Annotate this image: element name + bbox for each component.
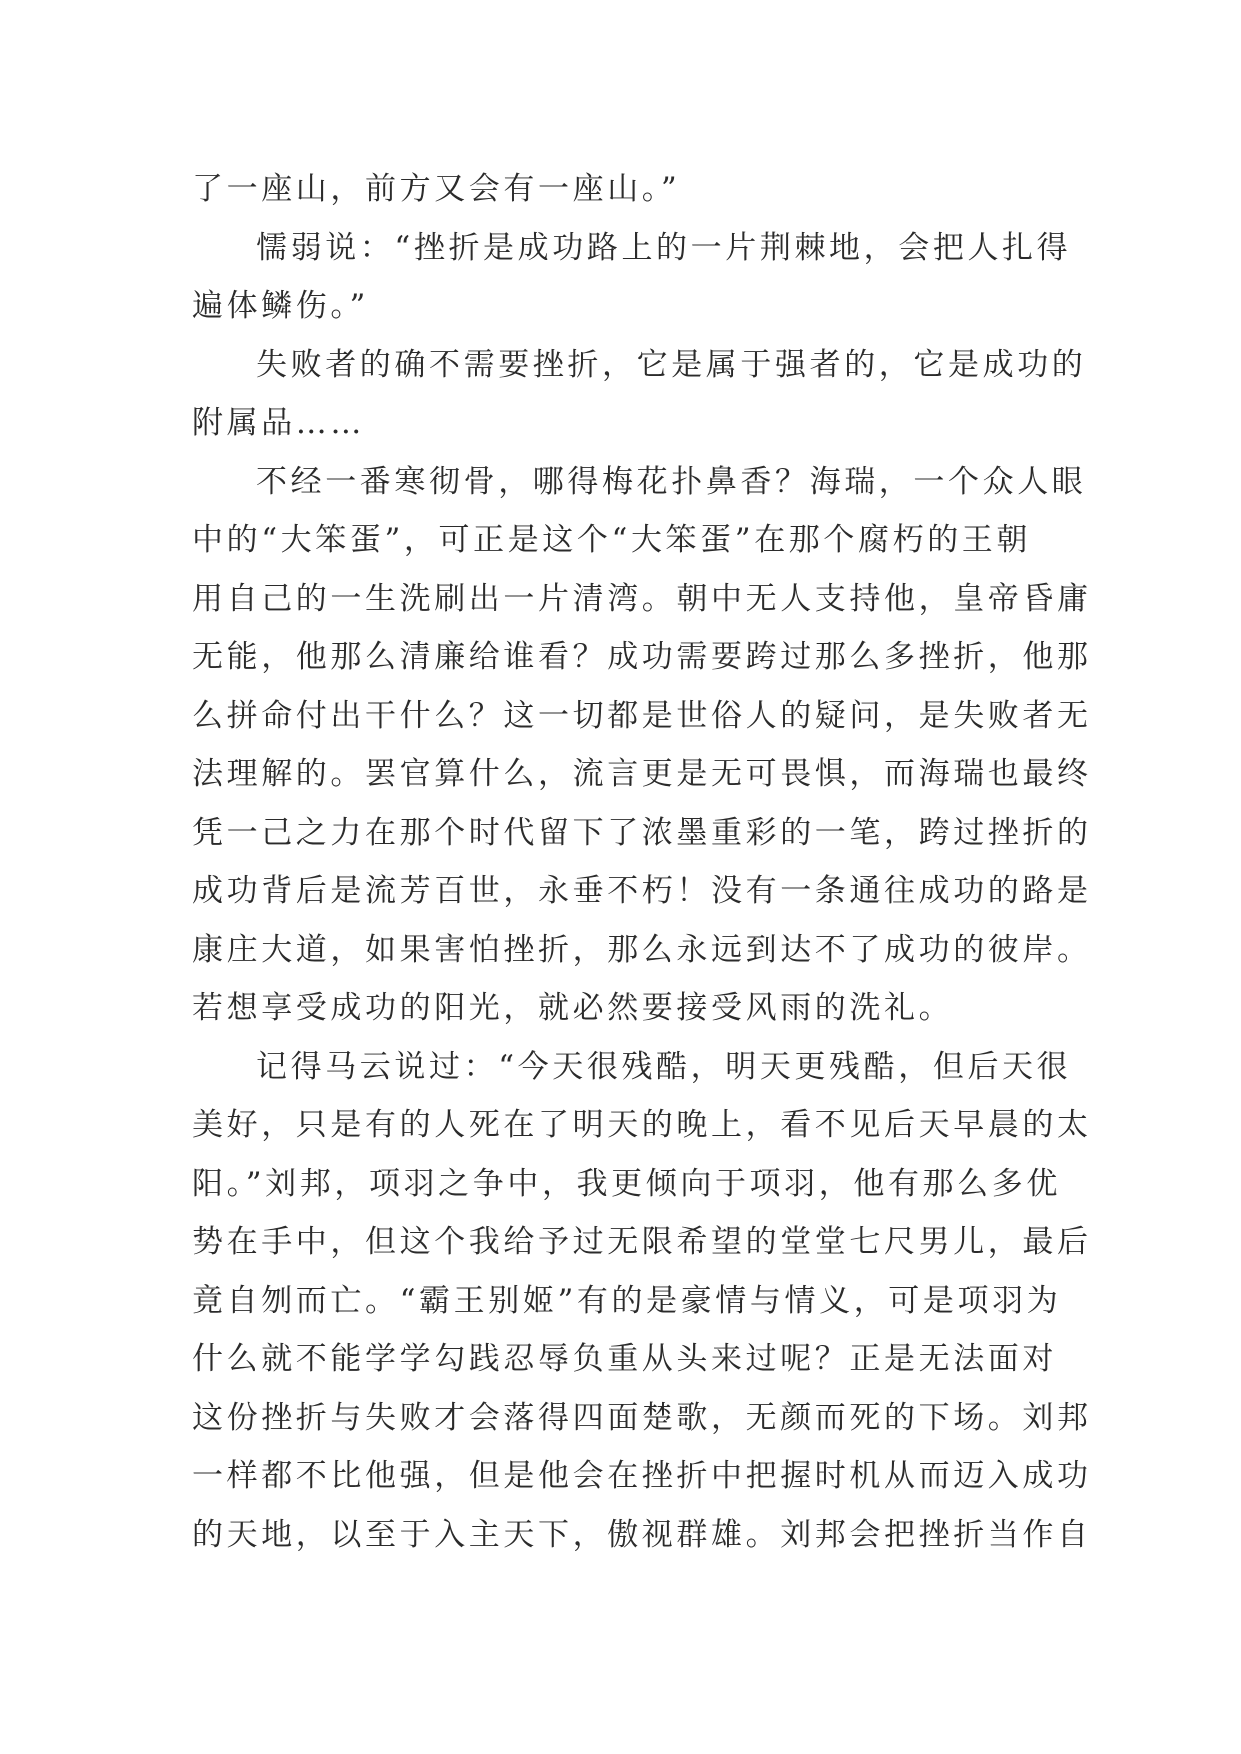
text-line: 若想享受成功的阳光，就必然要接受风雨的洗礼。 <box>192 990 954 1026</box>
text-line: 一样都不比他强，但是他会在挫折中把握时机从而迈入成功 <box>192 1458 1092 1494</box>
text-line: 的天地，以至于入主天下，傲视群雄。刘邦会把挫折当作自 <box>192 1516 1092 1553</box>
text-line: 无能，他那么清廉给谁看？成功需要跨过那么多挫折，他那 <box>192 639 1092 675</box>
text-line: 阳。”刘邦，项羽之争中，我更倾向于项羽，他有那么多优 <box>192 1165 1061 1202</box>
text-line: 不经一番寒彻骨，哪得梅花扑鼻香？海瑞，一个众人眼 <box>256 463 1087 500</box>
text-line: 懦弱说：“挫折是成功路上的一片荆棘地，会把人扎得 <box>256 229 1072 266</box>
text-line: 附属品…… <box>192 405 365 441</box>
text-line: 凭一己之力在那个时代留下了浓墨重彩的一笔，跨过挫折的 <box>192 814 1092 851</box>
text-line: 用自己的一生洗刷出一片清湾。朝中无人支持他，皇帝昏庸 <box>192 580 1092 617</box>
text-line: 么拼命付出干什么？这一切都是世俗人的疑问，是失败者无 <box>192 697 1092 734</box>
text-line: 记得马云说过：“今天很残酷，明天更残酷，但后天很 <box>256 1048 1072 1085</box>
text-line: 康庄大道，如果害怕挫折，那么永远到达不了成功的彼岸。 <box>192 931 1092 968</box>
text-line: 失败者的确不需要挫折，它是属于强者的，它是成功的 <box>256 346 1087 383</box>
text-line: 遍体鳞伤。” <box>192 288 369 324</box>
text-line: 势在手中，但这个我给予过无限希望的堂堂七尺男儿，最后 <box>192 1224 1092 1260</box>
document-body <box>192 160 1092 1564</box>
text-line: 这份挫折与失败才会落得四面楚歌，无颜而死的下场。刘邦 <box>192 1399 1092 1436</box>
text-line: 成功背后是流芳百世，永垂不朽！没有一条通往成功的路是 <box>192 873 1092 909</box>
text-line: 中的“大笨蛋”，可正是这个“大笨蛋”在那个腐朽的王朝 <box>192 522 1031 558</box>
text-line: 法理解的。罢官算什么，流言更是无可畏惧，而海瑞也最终 <box>192 756 1092 792</box>
text-line: 了一座山，前方又会有一座山。” <box>192 171 681 207</box>
text-line: 美好，只是有的人死在了明天的晚上，看不见后天早晨的太 <box>192 1107 1092 1143</box>
text-line: 什么就不能学学勾践忍辱负重从头来过呢？正是无法面对 <box>192 1341 1057 1377</box>
text-line: 竟自刎而亡。“霸王别姬”有的是豪情与情义，可是项羽为 <box>192 1282 1062 1319</box>
